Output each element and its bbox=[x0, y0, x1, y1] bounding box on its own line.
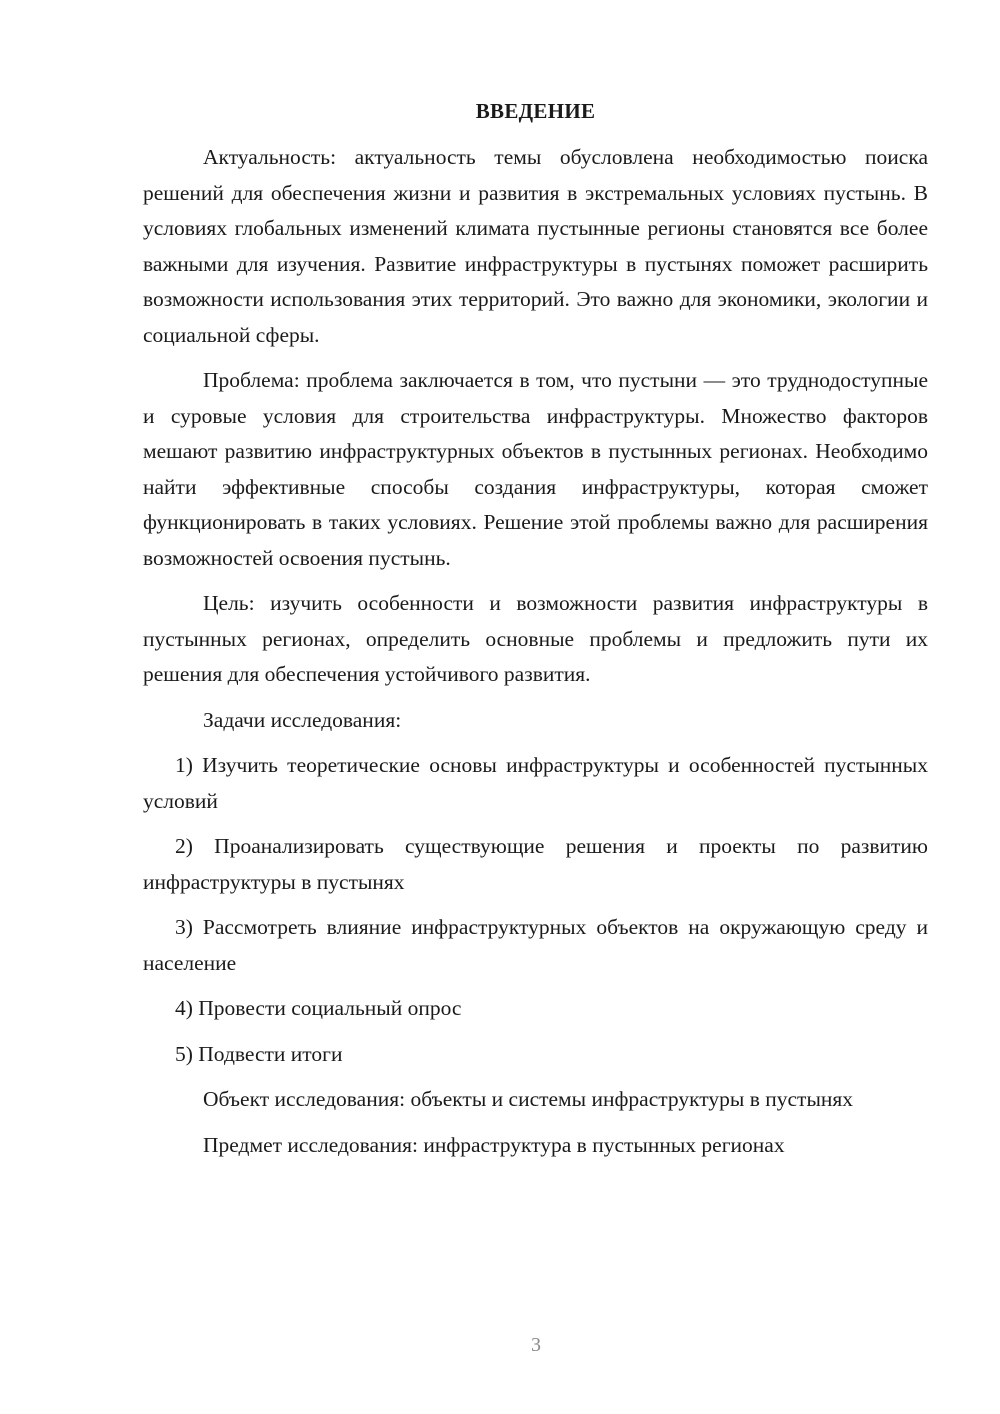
relevance-paragraph: Актуальность: актуальность темы обусловлена необходимостью поиска решений для обеспечения жизни и развития в экстремальных условиях пустынь. В условиях глобальных изменений климата пустынные регионы становятся все более важными для изучения. Развитие инфраструктуры в пустынях поможет расширить возможности использования этих территорий. Это важно для экономики, экологии и социальной сферы. bbox=[143, 145, 928, 347]
task-item-4: 4) Провести социальный опрос bbox=[175, 996, 462, 1020]
subject-paragraph: Предмет исследования: инфраструктура в пустынных регионах bbox=[203, 1132, 785, 1157]
goal-paragraph: Цель: изучить особенности и возможности развития инфраструктуры в пустынных регионах, определить основные проблемы и предложить пути их решения для обеспечения устойчивого развития. bbox=[143, 591, 928, 686]
tasks-title: Задачи исследования: bbox=[203, 707, 402, 732]
page-content bbox=[143, 96, 928, 1163]
page-number: 3 bbox=[531, 1334, 541, 1356]
task-item-1: 1) Изучить теоретические основы инфраструктуры и особенностей пустынных условий bbox=[143, 753, 928, 813]
object-paragraph: Объект исследования: объекты и системы инфраструктуры в пустынях bbox=[203, 1087, 854, 1111]
page-title: ВВЕДЕНИЕ bbox=[475, 99, 596, 123]
task-item-5: 5) Подвести итоги bbox=[175, 1041, 343, 1066]
task-item-2: 2) Проанализировать существующие решения и проекты по развитию инфраструктуры в пустынях bbox=[143, 834, 928, 894]
task-item-3: 3) Рассмотреть влияние инфраструктурных объектов на окружающую среду и население bbox=[143, 915, 928, 975]
problem-paragraph: Проблема: проблема заключается в том, что пустыни — это труднодоступные и суровые условия для строительства инфраструктуры. Множество факторов мешают развитию инфраструктурных объектов в пустынных регионах. Необходимо найти эффективные способы создания инфраструктуры, которая сможет функционировать в таких условиях. Решение этой проблемы важно для расширения возможностей освоения пустынь. bbox=[143, 368, 928, 570]
